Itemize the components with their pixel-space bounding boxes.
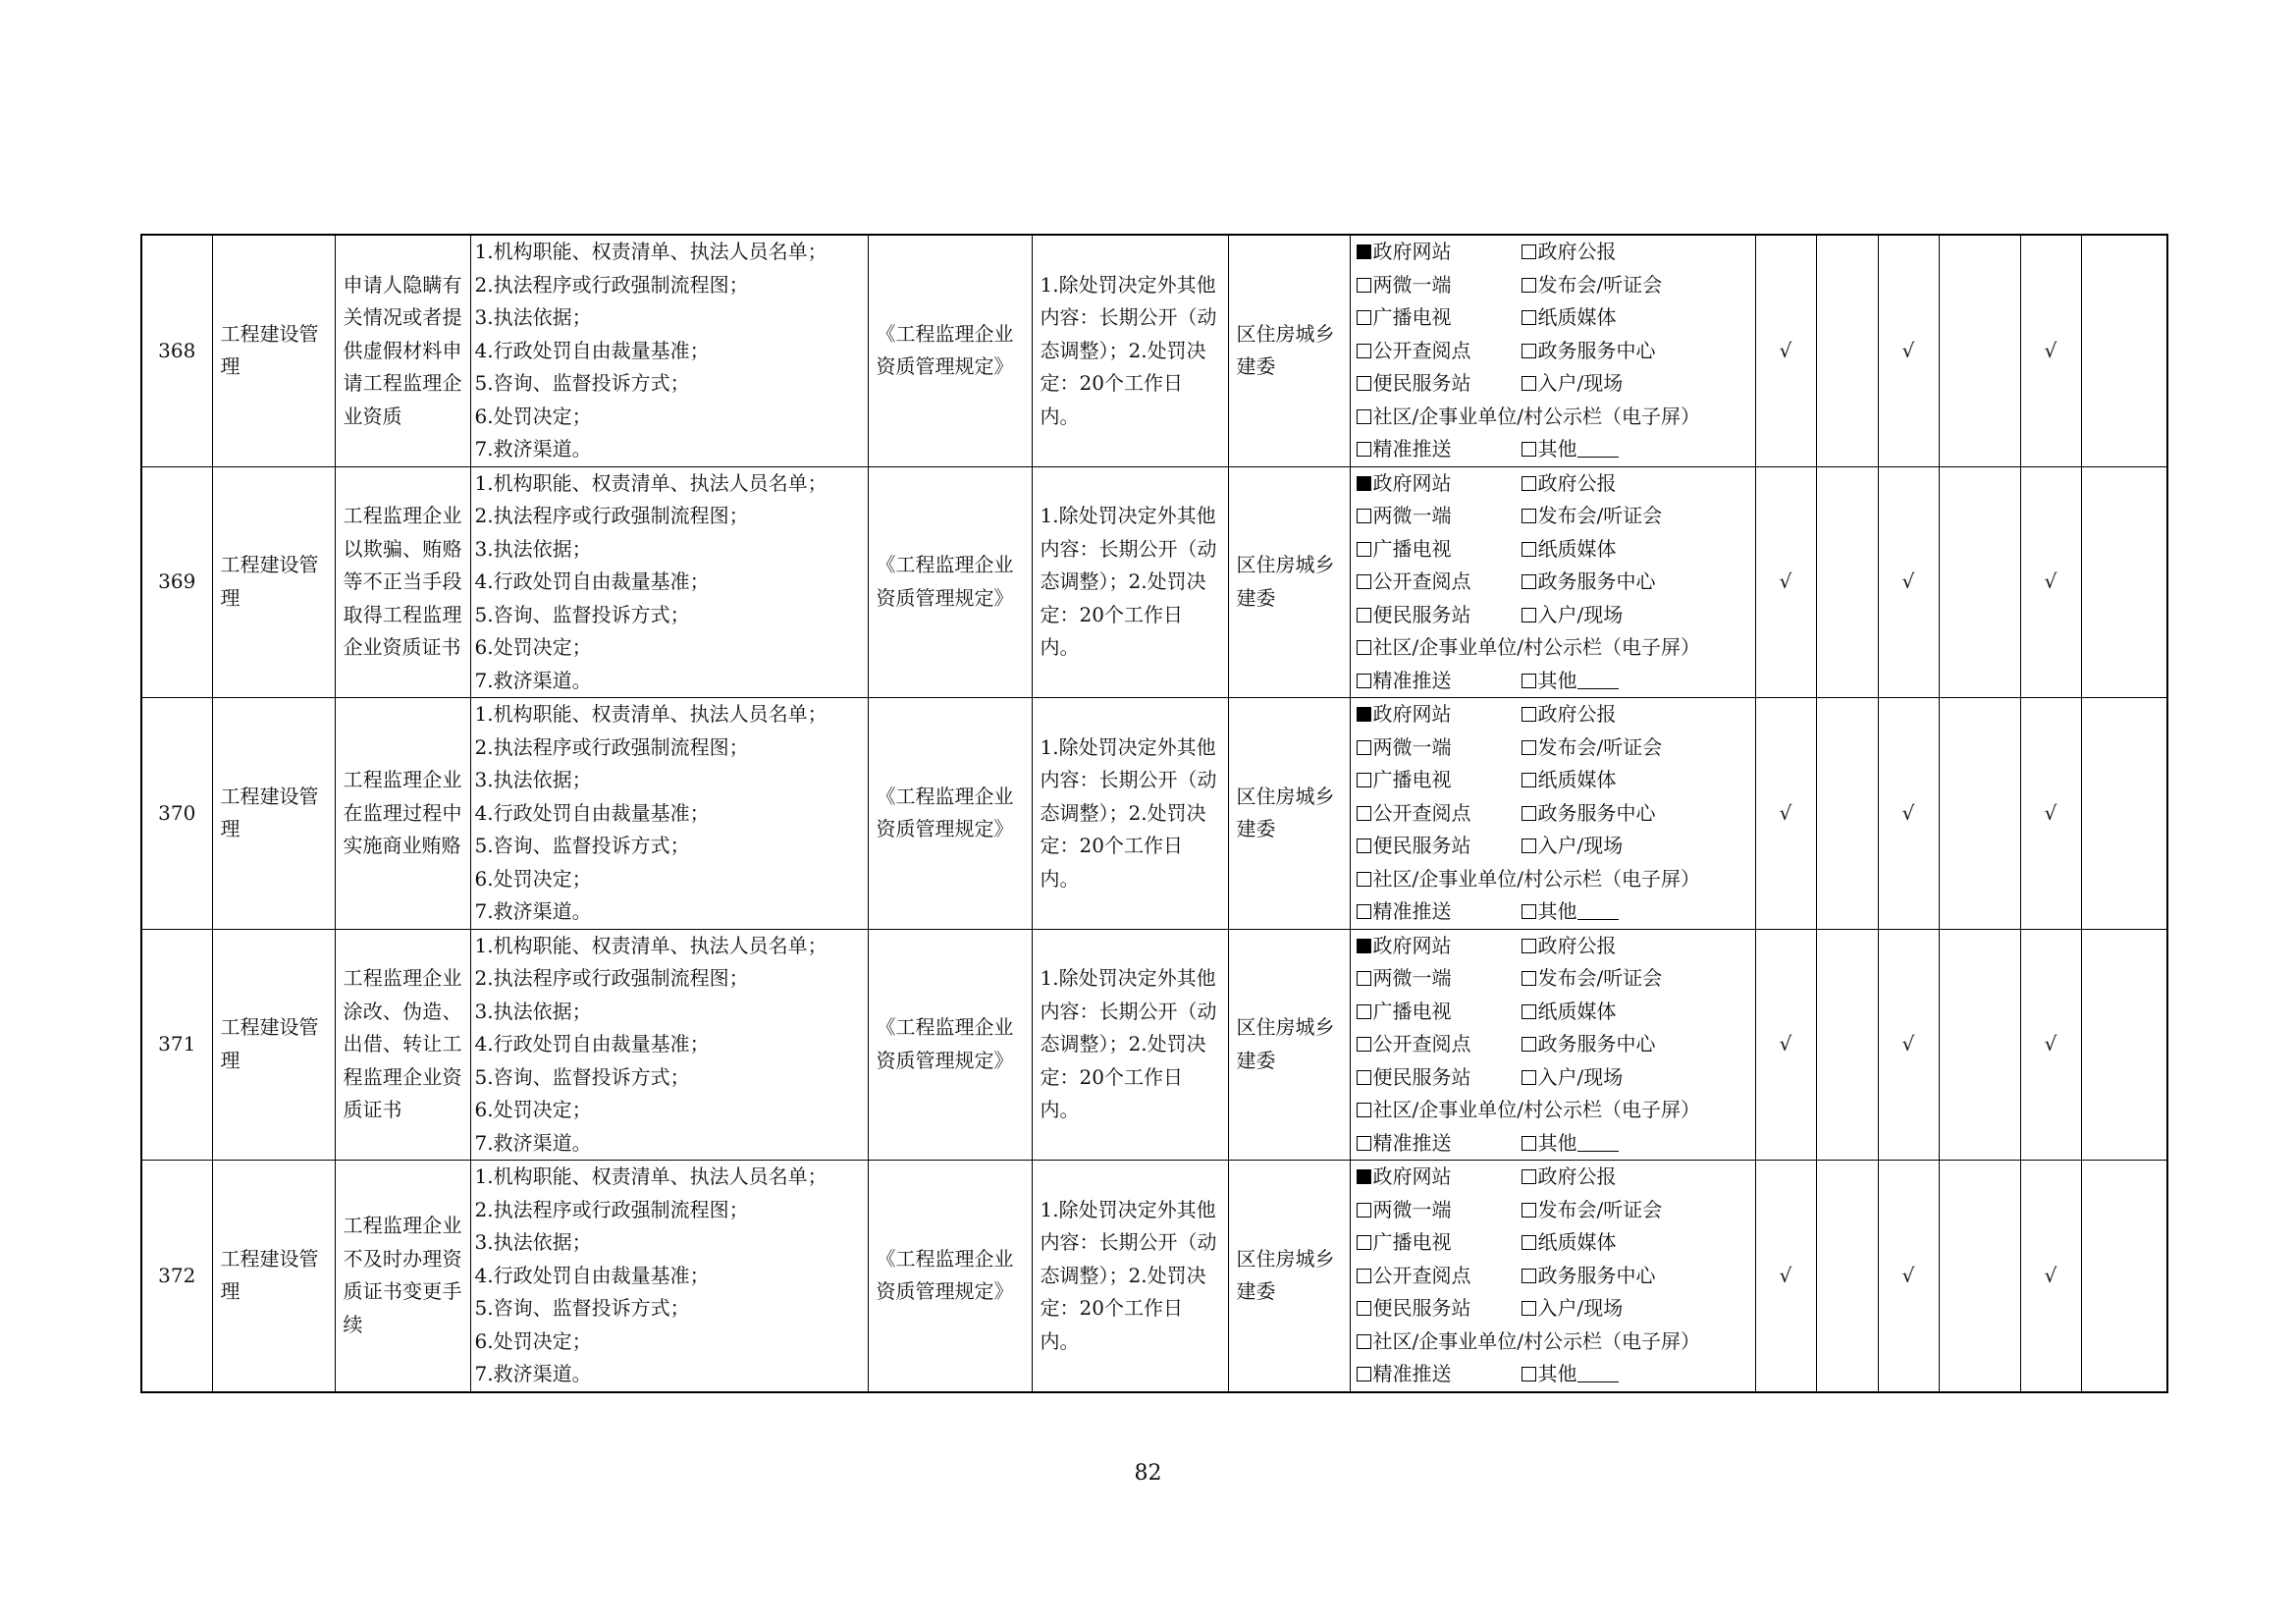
checkbox-icon[interactable] xyxy=(1357,608,1371,623)
checkbox-icon[interactable] xyxy=(1357,509,1371,523)
disclosure-period: 1.除处罚决定外其他内容：长期公开（动态调整）；2.处罚决定：20个工作日内。 xyxy=(1032,235,1228,466)
check-cell xyxy=(2081,235,2167,466)
checkbox-icon[interactable] xyxy=(1522,376,1536,391)
channel-option-other[interactable]: 其他 xyxy=(1522,433,1619,466)
channel-option[interactable]: 政务服务中心 xyxy=(1522,797,1656,831)
channel-option[interactable]: 政府网站 xyxy=(1357,1161,1522,1194)
content-line: 4.行政处罚自由裁量基准； xyxy=(474,338,710,362)
channel-option[interactable]: 便民服务站 xyxy=(1357,1292,1522,1326)
content-line: 5.咨询、监督投诉方式； xyxy=(474,1296,690,1320)
disclosure-basis: 《工程监理企业资质管理规定》 xyxy=(868,1161,1032,1392)
content-line: 6.处罚决定； xyxy=(474,404,592,428)
responsible-department: 区住房城乡建委 xyxy=(1228,698,1350,930)
channel-option[interactable]: 政府网站 xyxy=(1357,236,1522,269)
checkbox-icon[interactable] xyxy=(1522,1367,1536,1381)
check-cell: √ xyxy=(1878,929,1939,1161)
channel-option[interactable]: 广播电视 xyxy=(1357,996,1522,1029)
check-cell: √ xyxy=(1755,698,1816,930)
channel-option[interactable]: 入户/现场 xyxy=(1522,367,1624,401)
item-category: 工程建设管理 xyxy=(212,698,335,930)
checkbox-icon[interactable] xyxy=(1522,740,1536,755)
channel-option[interactable]: 社区/企事业单位/村公示栏（电子屏） xyxy=(1357,863,1700,896)
table-row xyxy=(141,466,2167,698)
content-line: 1.机构职能、权责清单、执法人员名单； xyxy=(474,240,828,263)
channel-option[interactable]: 广播电视 xyxy=(1357,301,1522,335)
channel-option[interactable]: 社区/企事业单位/村公示栏（电子屏） xyxy=(1357,401,1700,434)
content-line: 1.机构职能、权责清单、执法人员名单； xyxy=(474,470,828,495)
checkbox-icon[interactable] xyxy=(1357,1334,1371,1349)
check-cell xyxy=(2081,466,2167,698)
channel-option[interactable]: 发布会/听证会 xyxy=(1522,269,1663,302)
responsible-department: 区住房城乡建委 xyxy=(1228,466,1350,698)
other-blank-line[interactable] xyxy=(1577,671,1619,689)
disclosure-period: 1.除处罚决定外其他内容：长期公开（动态调整）；2.处罚决定：20个工作日内。 xyxy=(1032,698,1228,930)
checkbox-icon[interactable] xyxy=(1357,574,1371,589)
content-line: 7.救济渠道。 xyxy=(474,1362,592,1385)
channel-option-other[interactable]: 其他 xyxy=(1522,895,1619,929)
channel-option[interactable]: 入户/现场 xyxy=(1522,830,1624,863)
disclosure-basis: 《工程监理企业资质管理规定》 xyxy=(868,698,1032,930)
check-cell xyxy=(1816,929,1878,1161)
item-number: 369 xyxy=(141,466,212,698)
content-line: 2.执法程序或行政强制流程图； xyxy=(474,1197,749,1221)
checkbox-icon[interactable] xyxy=(1522,574,1536,589)
checkbox-icon[interactable] xyxy=(1357,773,1371,787)
content-line: 6.处罚决定； xyxy=(474,635,592,659)
channel-option[interactable]: 公开查阅点 xyxy=(1357,797,1522,831)
content-line: 7.救济渠道。 xyxy=(474,668,592,692)
check-cell: √ xyxy=(2020,929,2081,1161)
channel-option[interactable]: 精准推送 xyxy=(1357,1358,1522,1391)
check-cell: √ xyxy=(1878,466,1939,698)
content-line: 5.咨询、监督投诉方式； xyxy=(474,371,690,395)
checkbox-icon[interactable] xyxy=(1357,1235,1371,1250)
channel-option[interactable]: 政务服务中心 xyxy=(1522,1260,1656,1293)
disclosure-basis: 《工程监理企业资质管理规定》 xyxy=(868,235,1032,466)
content-line: 5.咨询、监督投诉方式； xyxy=(474,1064,690,1089)
content-line: 2.执法程序或行政强制流程图； xyxy=(474,966,749,990)
checkbox-icon[interactable] xyxy=(1522,1235,1536,1250)
channel-option[interactable]: 政务服务中心 xyxy=(1522,1028,1656,1061)
checkbox-icon[interactable] xyxy=(1522,1037,1536,1052)
checkbox-icon[interactable] xyxy=(1357,1037,1371,1052)
check-cell: √ xyxy=(1878,698,1939,930)
channel-option[interactable]: 便民服务站 xyxy=(1357,1061,1522,1095)
content-line: 3.执法依据； xyxy=(474,768,592,791)
check-cell xyxy=(1939,235,2020,466)
check-cell: √ xyxy=(1755,929,1816,1161)
checkbox-icon[interactable] xyxy=(1522,542,1536,557)
checkbox-icon[interactable] xyxy=(1522,244,1536,259)
check-cell xyxy=(1939,698,2020,930)
check-cell: √ xyxy=(1878,235,1939,466)
table-row xyxy=(141,1161,2167,1392)
content-line: 1.机构职能、权责清单、执法人员名单； xyxy=(474,1164,828,1188)
channel-option[interactable]: 社区/企事业单位/村公示栏（电子屏） xyxy=(1357,1094,1700,1127)
check-cell xyxy=(1939,1161,2020,1392)
channel-option[interactable]: 政府公报 xyxy=(1522,236,1617,269)
content-line: 7.救济渠道。 xyxy=(474,899,592,923)
disclosure-content xyxy=(470,929,868,1161)
checkbox-icon[interactable] xyxy=(1522,1004,1536,1019)
checkbox-icon[interactable] xyxy=(1357,344,1371,358)
content-line: 4.行政处罚自由裁量基准； xyxy=(474,1032,710,1056)
checkbox-icon[interactable] xyxy=(1357,707,1371,722)
checkbox-icon[interactable] xyxy=(1522,476,1536,491)
check-cell: √ xyxy=(2020,235,2081,466)
checkbox-icon[interactable] xyxy=(1522,839,1536,853)
channel-option[interactable]: 公开查阅点 xyxy=(1357,1028,1522,1061)
disclosure-basis: 《工程监理企业资质管理规定》 xyxy=(868,466,1032,698)
channel-option[interactable]: 纸质媒体 xyxy=(1522,764,1617,797)
channel-option[interactable]: 便民服务站 xyxy=(1357,830,1522,863)
checkbox-icon[interactable] xyxy=(1522,939,1536,953)
content-line: 6.处罚决定； xyxy=(474,1098,592,1121)
channel-option[interactable]: 纸质媒体 xyxy=(1522,1226,1617,1260)
disclosure-content xyxy=(470,235,868,466)
checkbox-icon[interactable] xyxy=(1522,310,1536,325)
channel-option[interactable]: 两微一端 xyxy=(1357,962,1522,996)
checkbox-icon[interactable] xyxy=(1522,904,1536,919)
other-blank-line[interactable] xyxy=(1577,901,1619,920)
content-line: 2.执法程序或行政强制流程图； xyxy=(474,272,749,297)
channel-option[interactable]: 入户/现场 xyxy=(1522,599,1624,632)
checkbox-icon[interactable] xyxy=(1357,442,1371,457)
channel-option[interactable]: 社区/企事业单位/村公示栏（电子屏） xyxy=(1357,631,1700,665)
checkbox-icon[interactable] xyxy=(1522,442,1536,457)
channel-option[interactable]: 便民服务站 xyxy=(1357,599,1522,632)
disclosure-period: 1.除处罚决定外其他内容：长期公开（动态调整）；2.处罚决定：20个工作日内。 xyxy=(1032,1161,1228,1392)
content-line: 3.执法依据； xyxy=(474,1230,592,1254)
channel-option-other[interactable]: 其他 xyxy=(1522,1358,1619,1391)
channel-option[interactable]: 政府网站 xyxy=(1357,467,1522,501)
checkbox-icon[interactable] xyxy=(1357,839,1371,853)
table-row xyxy=(141,698,2167,930)
checkbox-icon[interactable] xyxy=(1357,1004,1371,1019)
channel-option[interactable]: 政府网站 xyxy=(1357,930,1522,963)
item-number: 371 xyxy=(141,929,212,1161)
channel-option[interactable]: 精准推送 xyxy=(1357,665,1522,698)
checkbox-icon[interactable] xyxy=(1522,707,1536,722)
checkbox-icon[interactable] xyxy=(1357,939,1371,953)
item-number: 372 xyxy=(141,1161,212,1392)
checkbox-icon[interactable] xyxy=(1357,872,1371,887)
checkbox-icon[interactable] xyxy=(1357,806,1371,821)
channel-option[interactable]: 便民服务站 xyxy=(1357,367,1522,401)
content-line: 3.执法依据； xyxy=(474,536,592,561)
channel-option[interactable]: 政务服务中心 xyxy=(1522,335,1656,368)
checkbox-icon[interactable] xyxy=(1357,971,1371,986)
check-cell xyxy=(1816,235,1878,466)
other-blank-line[interactable] xyxy=(1577,439,1619,458)
checkbox-icon[interactable] xyxy=(1522,509,1536,523)
check-cell: √ xyxy=(2020,1161,2081,1392)
content-line: 4.行政处罚自由裁量基准； xyxy=(474,800,710,825)
responsible-department: 区住房城乡建委 xyxy=(1228,235,1350,466)
channel-option[interactable]: 纸质媒体 xyxy=(1522,996,1617,1029)
checkbox-icon[interactable] xyxy=(1357,244,1371,259)
content-line: 1.机构职能、权责清单、执法人员名单； xyxy=(474,933,828,957)
checkbox-icon[interactable] xyxy=(1522,971,1536,986)
check-cell: √ xyxy=(2020,698,2081,930)
checkbox-icon[interactable] xyxy=(1522,1203,1536,1218)
check-cell xyxy=(1816,698,1878,930)
disclosure-table xyxy=(140,234,2168,1393)
checkbox-icon[interactable] xyxy=(1522,1070,1536,1085)
content-line: 4.行政处罚自由裁量基准； xyxy=(474,1263,710,1287)
channel-option[interactable]: 两微一端 xyxy=(1357,500,1522,533)
content-line: 2.执法程序或行政强制流程图； xyxy=(474,504,749,527)
channel-option[interactable]: 政府网站 xyxy=(1357,698,1522,731)
checkbox-icon[interactable] xyxy=(1357,1103,1371,1117)
channel-option[interactable]: 发布会/听证会 xyxy=(1522,731,1663,765)
item-subject: 申请人隐瞒有关情况或者提供虚假材料申请工程监理企业资质 xyxy=(335,235,470,466)
item-category: 工程建设管理 xyxy=(212,929,335,1161)
check-cell xyxy=(2081,1161,2167,1392)
channel-option[interactable]: 政府公报 xyxy=(1522,467,1617,501)
channel-option[interactable]: 发布会/听证会 xyxy=(1522,1194,1663,1227)
channel-option[interactable]: 两微一端 xyxy=(1357,1194,1522,1227)
checkbox-icon[interactable] xyxy=(1522,344,1536,358)
check-cell xyxy=(1816,1161,1878,1392)
check-cell: √ xyxy=(1878,1161,1939,1392)
item-number: 370 xyxy=(141,698,212,930)
checkbox-icon[interactable] xyxy=(1357,1367,1371,1381)
content-line: 4.行政处罚自由裁量基准； xyxy=(474,569,710,593)
checkbox-icon[interactable] xyxy=(1357,674,1371,688)
channel-option[interactable]: 公开查阅点 xyxy=(1357,1260,1522,1293)
channel-option[interactable]: 入户/现场 xyxy=(1522,1292,1624,1326)
checkbox-icon[interactable] xyxy=(1357,640,1371,655)
channel-option[interactable]: 精准推送 xyxy=(1357,895,1522,929)
content-line: 6.处罚决定； xyxy=(474,1328,592,1353)
checkbox-icon[interactable] xyxy=(1522,608,1536,623)
channel-option[interactable]: 广播电视 xyxy=(1357,764,1522,797)
checkbox-icon[interactable] xyxy=(1357,740,1371,755)
channel-option[interactable]: 公开查阅点 xyxy=(1357,566,1522,599)
content-line: 1.机构职能、权责清单、执法人员名单； xyxy=(474,702,828,726)
channel-option[interactable]: 政府公报 xyxy=(1522,1161,1617,1194)
channel-option[interactable]: 广播电视 xyxy=(1357,1226,1522,1260)
disclosure-channels xyxy=(1350,466,1755,698)
checkbox-icon[interactable] xyxy=(1522,1136,1536,1151)
checkbox-icon[interactable] xyxy=(1357,1136,1371,1151)
channel-option[interactable]: 入户/现场 xyxy=(1522,1061,1624,1095)
disclosure-content xyxy=(470,1161,868,1392)
checkbox-icon[interactable] xyxy=(1357,409,1371,424)
channel-option[interactable]: 政府公报 xyxy=(1522,698,1617,731)
content-line: 5.咨询、监督投诉方式； xyxy=(474,602,690,626)
content-line: 5.咨询、监督投诉方式； xyxy=(474,834,690,857)
checkbox-icon[interactable] xyxy=(1357,1070,1371,1085)
checkbox-icon[interactable] xyxy=(1357,904,1371,919)
channel-option[interactable]: 两微一端 xyxy=(1357,269,1522,302)
channel-option[interactable]: 公开查阅点 xyxy=(1357,335,1522,368)
disclosure-channels xyxy=(1350,929,1755,1161)
checkbox-icon[interactable] xyxy=(1522,806,1536,821)
item-category: 工程建设管理 xyxy=(212,1161,335,1392)
check-cell: √ xyxy=(1755,1161,1816,1392)
checkbox-icon[interactable] xyxy=(1357,1203,1371,1218)
checkbox-icon[interactable] xyxy=(1522,278,1536,293)
checkbox-icon[interactable] xyxy=(1357,310,1371,325)
item-category: 工程建设管理 xyxy=(212,235,335,466)
responsible-department: 区住房城乡建委 xyxy=(1228,929,1350,1161)
check-cell xyxy=(1816,466,1878,698)
channel-option[interactable]: 政府公报 xyxy=(1522,930,1617,963)
content-line: 6.处罚决定； xyxy=(474,866,592,891)
table-body xyxy=(141,235,2167,1392)
channel-option[interactable]: 两微一端 xyxy=(1357,731,1522,765)
content-line: 2.执法程序或行政强制流程图； xyxy=(474,734,749,759)
page-number: 82 xyxy=(1134,1461,1162,1486)
channel-option[interactable]: 社区/企事业单位/村公示栏（电子屏） xyxy=(1357,1326,1700,1359)
checkbox-icon[interactable] xyxy=(1522,773,1536,787)
item-category: 工程建设管理 xyxy=(212,466,335,698)
checkbox-icon[interactable] xyxy=(1357,1269,1371,1283)
check-cell xyxy=(1939,929,2020,1161)
disclosure-period: 1.除处罚决定外其他内容：长期公开（动态调整）；2.处罚决定：20个工作日内。 xyxy=(1032,466,1228,698)
checkbox-icon[interactable] xyxy=(1522,674,1536,688)
channel-option[interactable]: 广播电视 xyxy=(1357,533,1522,567)
disclosure-channels xyxy=(1350,698,1755,930)
disclosure-period: 1.除处罚决定外其他内容：长期公开（动态调整）；2.处罚决定：20个工作日内。 xyxy=(1032,929,1228,1161)
item-subject: 工程监理企业涂改、伪造、出借、转让工程监理企业资质证书 xyxy=(335,929,470,1161)
check-cell: √ xyxy=(1755,235,1816,466)
checkbox-icon[interactable] xyxy=(1522,1301,1536,1316)
content-line: 3.执法依据； xyxy=(474,999,592,1023)
checkbox-icon[interactable] xyxy=(1522,1169,1536,1184)
responsible-department: 区住房城乡建委 xyxy=(1228,1161,1350,1392)
table-row xyxy=(141,235,2167,466)
channel-option[interactable]: 精准推送 xyxy=(1357,433,1522,466)
checkbox-icon[interactable] xyxy=(1522,1269,1536,1283)
channel-option[interactable]: 发布会/听证会 xyxy=(1522,500,1663,533)
item-subject: 工程监理企业不及时办理资质证书变更手续 xyxy=(335,1161,470,1392)
item-subject: 工程监理企业在监理过程中实施商业贿赂 xyxy=(335,698,470,930)
disclosure-basis: 《工程监理企业资质管理规定》 xyxy=(868,929,1032,1161)
item-subject: 工程监理企业以欺骗、贿赂等不正当手段取得工程监理企业资质证书 xyxy=(335,466,470,698)
disclosure-content xyxy=(470,698,868,930)
channel-option[interactable]: 纸质媒体 xyxy=(1522,533,1617,567)
checkbox-icon[interactable] xyxy=(1357,542,1371,557)
table-row xyxy=(141,929,2167,1161)
channel-option[interactable]: 精准推送 xyxy=(1357,1127,1522,1161)
check-cell xyxy=(2081,929,2167,1161)
check-cell xyxy=(1939,466,2020,698)
channel-option[interactable]: 发布会/听证会 xyxy=(1522,962,1663,996)
check-cell: √ xyxy=(1755,466,1816,698)
check-cell: √ xyxy=(2020,466,2081,698)
item-number: 368 xyxy=(141,235,212,466)
checkbox-icon[interactable] xyxy=(1357,376,1371,391)
channel-option-other[interactable]: 其他 xyxy=(1522,1127,1619,1161)
disclosure-channels xyxy=(1350,235,1755,466)
checkbox-icon[interactable] xyxy=(1357,1169,1371,1184)
channel-option[interactable]: 政务服务中心 xyxy=(1522,566,1656,599)
content-line: 7.救济渠道。 xyxy=(474,437,592,460)
check-cell xyxy=(2081,698,2167,930)
other-blank-line[interactable] xyxy=(1577,1133,1619,1152)
content-line: 3.执法依据； xyxy=(474,305,592,329)
disclosure-channels xyxy=(1350,1161,1755,1392)
other-blank-line[interactable] xyxy=(1577,1364,1619,1382)
channel-option[interactable]: 纸质媒体 xyxy=(1522,301,1617,335)
disclosure-content xyxy=(470,466,868,698)
checkbox-icon[interactable] xyxy=(1357,1301,1371,1316)
content-line: 7.救济渠道。 xyxy=(474,1130,592,1155)
channel-option-other[interactable]: 其他 xyxy=(1522,665,1619,698)
checkbox-icon[interactable] xyxy=(1357,278,1371,293)
checkbox-icon[interactable] xyxy=(1357,476,1371,491)
